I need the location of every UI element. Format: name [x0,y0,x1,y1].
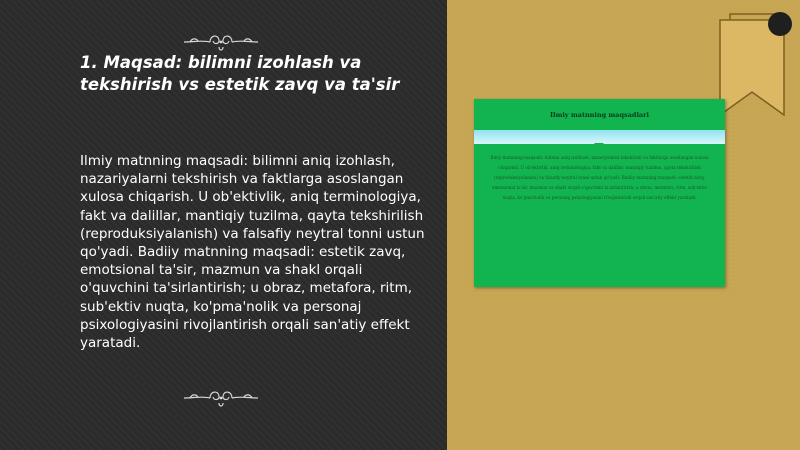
slide-body-text: Ilmiy matnning maqsadi: bilimni aniq izohlash, nazariyalarni tekshirish va faktlarga asoslangan xulosa chiqarish. U ob'ektivlik, aniq terminologiya, fakt va dalillar, mantiqiy tuzilma, qayta tekshirilish (reproduksiyalanish) va falsafiy neytral tonni ustun qo'yadi. Badiiy matnning maqsadi: estetik zavq, emotsional ta'sir, mazmun va shakl orqali o'quvchini ta'sirlantirish; u obraz, metafora, ritm, sub'ektiv nuqta, ko'pma'nolik va personaj psixologiyasini rivojlantirish orqali san'atiy effekt yaratadi. [80,153,425,352]
infographic-card [474,99,725,287]
card-title: Ilmiy matnning maqsadlari [549,111,650,119]
slide-title: 1. Maqsad: bilimni izohlash va tekshirish vs estetik zavq va ta'sir [80,53,400,94]
down-arrow-icon [594,143,604,149]
bottom-flourish-icon [180,386,262,410]
card-text: Ilmiy matnning maqsadi: bilimni aniq izohlash, nazariyalarni tekshirish va faktlarga asoslangan xulosa chiqarish. U ob'ektivlik, aniq terminologiya, fakt va dalillar, mantiqiy tuzilma, qayta tekshirilish (reproduksiyalanish) va falsafiy neytral tonni ustun qo'yadi. Badiiy matnning maqsadi: estetik zavq, emotsional ta'sir, mazmun va shakl orqali o'quvchini ta'sirlantirish; u obraz, metafora, ritm, sub'ektiv nuqta, ko'pma'nolik va personaj psixologiyasini rivojlantirish orqali san'atiy effekt yaratadi. [490,155,709,200]
card-band [474,130,725,144]
bookmark-ribbon-icon [716,10,800,120]
top-flourish-icon [180,30,262,54]
